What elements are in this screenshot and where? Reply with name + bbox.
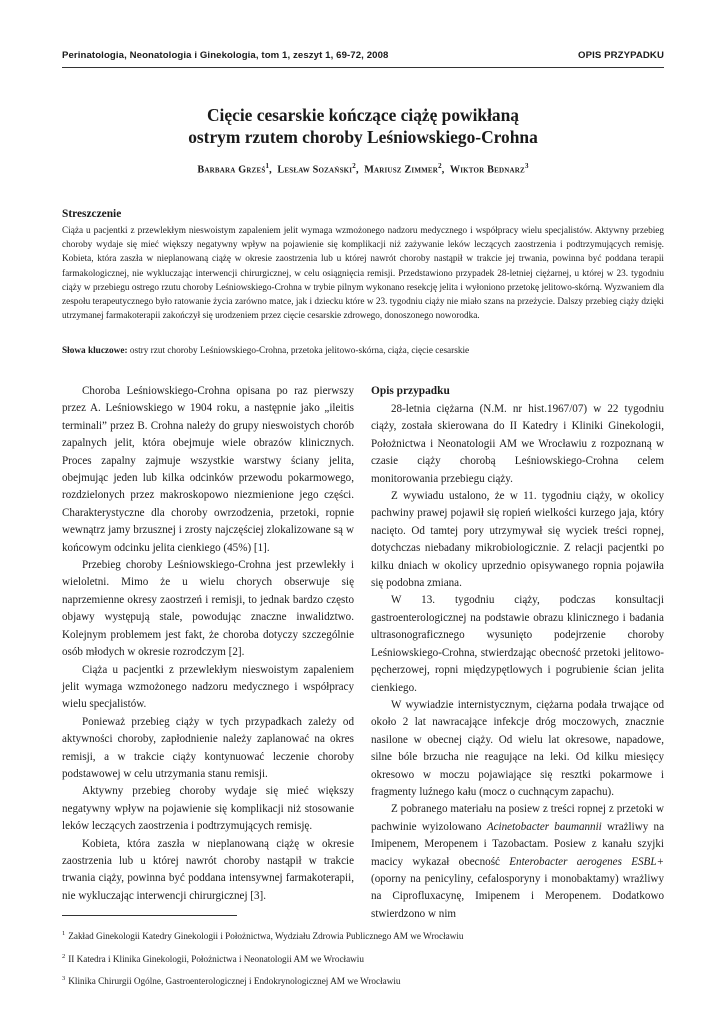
section-label: OPIS PRZYPADKU <box>578 50 664 61</box>
footnote-text: II Katedra i Klinika Ginekologii, Położnictwa i Neonatologii AM we Wrocławiu <box>68 953 364 964</box>
footnote <box>62 924 664 947</box>
text-run: wrażliwy na Imipenem, Meropenem i Tazobactam. Posiew z kanału szyjki macicy wykazał obecność <box>371 820 664 868</box>
footnote-text: Zakład Ginekologii Katedry Ginekologii i Położnictwa, Wydziału Zdrowia Publicznego AM we Wrocławiu <box>68 931 464 942</box>
author-name: Mariusz Zimmer <box>364 164 439 176</box>
body-paragraph: 28-letnia ciężarna (N.M. nr hist.1967/07) w 22 tygodniu ciąży, została skierowana do II Katedry i Kliniki Ginekologii, Położnictwa i Neonatologii AM we Wrocławiu z rozpoznaną w czasie ciąży chorobą Leśniowskiego-Crohna celem monitorowania przebiegu ciąży. <box>371 403 664 485</box>
author-affiliation-mark: 2 <box>352 162 356 170</box>
body-paragraph <box>371 801 664 923</box>
footnote-divider <box>62 915 237 916</box>
title-line-1: Cięcie cesarskie kończące ciążę powikłaną <box>207 105 519 125</box>
footnote-number: 3 <box>62 975 66 983</box>
left-column <box>62 383 354 905</box>
header-divider <box>62 67 664 68</box>
author-name: Wiktor Bednarz <box>449 164 525 176</box>
footnote-number: 1 <box>62 930 66 937</box>
footnote <box>62 947 664 970</box>
bacterium-name: Enterobacter aerogenes ESBL+ <box>509 855 664 868</box>
journal-citation: Perinatologia, Neonatologia i Ginekologia, tom 1, zeszyt 1, 69-72, 2008 <box>62 50 389 61</box>
keywords-label: Słowa kluczowe: <box>62 346 128 356</box>
author-name: Lesław Sozański <box>277 164 353 176</box>
case-report-heading: Opis przypadku <box>371 385 450 397</box>
running-header <box>62 50 664 64</box>
body-paragraph: Ponieważ przebieg ciąży w tych przypadkach zależy od aktywności choroby, zapłodnienie należy zaplanować na okres remisji, a w trakcie ciąży kontynuować leczenie choroby podstawowej w celu utrzymania stanu remisji. <box>62 715 354 780</box>
body-paragraph: Choroba Leśniowskiego-Crohna opisana po raz pierwszy przez A. Leśniowskiego w 1904 roku, a następnie jako „ileitis terminali” przez B. Crohna należy do grupy nieswoistych chorób zapalnych jelit, która obejmuje wiele obrazów klinicznych. Proces zapalny zajmuje wszystkie warstwy ściany jelita, obejmując jeden lub kilka odcinków przewodu pokarmowego, rozdzielonych przez makroskopowo niezmienione jego części. Charakterystyczne dla choroby owrzodzenia, przetoki, ropnie wewnątrz jamy brzusznej i zrosty najczęściej zlokalizowane są w końcowym odcinku jelita cienkiego (45%) [1]. <box>62 385 354 554</box>
author-name: Barbara Grześ <box>197 164 266 176</box>
abstract-heading: Streszczenie <box>62 208 122 220</box>
title-line-2: ostrym rzutem choroby Leśniowskiego-Crohna <box>188 127 538 147</box>
body-paragraph: Kobieta, która zaszła w nieplanowaną ciążę w okresie zaostrzenia lub u której nawrót choroby nastąpił w trakcie trwania ciąży, powinna być poddana intensywnej farmakoterapii, nie wykluczając interwencji chirurgicznej [3]. <box>62 837 354 902</box>
bacterium-name: Acinetobacter baumannii <box>486 820 602 833</box>
body-paragraph: W 13. tygodniu ciąży, podczas konsultacji gastroenterologicznej na podstawie obrazu klinicznego i badania ultrasonograficznego wysunięto podejrzenie choroby Leśniowskiego-Crohna, stwierdzając obecność przetoki jelitowo-pęcherzowej, ropni międzypętlowych i pogrubienie ścian jelita cienkiego. <box>371 594 664 694</box>
author-affiliation-mark: 1 <box>265 162 270 170</box>
abstract-text: Ciąża u pacjentki z przewlekłym nieswoistym zapaleniem jelit wymaga wzmożonego nadzoru medycznego i współpracy wielu specjalistów. Aktywny przebieg choroby wydaje się mieć większy negatywny wpływ na pojawienie się komplikacji niż zażywanie leków leczących zaostrzenia i podtrzymujących remisję. Kobieta, która zaszła w nieplanowaną ciążę w okresie zaostrzenia lub u której nawrót choroby nastąpił w trakcie jej trwania, powinna być poddana terapii farmakologicznej, nie wykluczając interwencji chirurgicznej, w celu osiągnięcia remisji. Przedstawiono przypadek 28-letniej ciężarnej, u której w 23. tygodniu ciąży w przebiegu ostrego rzutu choroby Leśniowskiego-Crohna w trybie pilnym wykonano resekcję jelita i wyłoniono przetokę jelitowo-skórną. Wyzwaniem dla zespołu terapeutycznego było ratowanie życia zarówno matce, jak i dziecku które w 23. tygodniu ciąży nie miało szans na przeżycie. Dalszy przebieg ciąży dzięki utrzymanej farmakoterapii zakończył się urodzeniem przez cięcie cesarskie zdrowego, donoszonego noworodka. <box>62 226 664 322</box>
right-column <box>371 383 664 923</box>
body-paragraph: Z wywiadu ustalono, że w 11. tygodniu ciąży, w okolicy pachwiny prawej pojawił się ropień wielkości kurzego jaja, który nacięto. Od tamtej pory utrzymywał się wyciek treści ropnej, dotychczas niebadany mikrobiologicznie. Z relacji pacjentki po kilku dniach w okolicy uprzednio opisywanego ropnia pojawiła się podobna zmiana. <box>371 490 664 590</box>
author-list: Barbara Grześ$^1$, Lesław Sozański$^2$, Mariusz Zimmer$^2$, Wiktor Bednarz$^3$ <box>197 162 529 176</box>
body-paragraph: Przebieg choroby Leśniowskiego-Crohna jest przewlekły i wieloletni. Mimo że u wielu chorych obserwuje się naprzemienne okresy zaostrzeń i remisji, to jednak bardzo często objawy występują stale, powodując znaczne inwalidztwo. Kolejnym problemem jest fakt, że choroba dotyczy szczególnie osób młodych w okresie rozrodczym [2]. <box>62 559 354 659</box>
author-affiliation-mark: 2 <box>438 162 442 170</box>
text-run: Z pobranego materiału na posiew z treści ropnej z przetoki w pachwinie wyizolowano <box>371 803 664 833</box>
footnote-text: Klinika Chirurgii Ogólne, Gastroenterologicznej i Endokrynologicznej AM we Wrocławiu <box>68 976 401 987</box>
footnote-number: 2 <box>62 952 66 960</box>
body-paragraph: W wywiadzie internistycznym, ciężarna podała trwające od około 2 lat nawracające infekcje dróg moczowych, znacznie nasilone w obecnej ciąży. Od wielu lat okresowe, napadowe, silne bóle brzucha nie reagujące na leki. Od kilku miesięcy okresowo w moczu pojawiające się resztki pokarmowe i fragmenty luźnego kału (mocz o cuchnącym zapachu). <box>371 698 664 798</box>
text-run: (oporny na penicyliny, cefalosporyny i monobaktamy) wrażliwy na Ciprofluxacynę, Imipenem i Meropenem. Dodatkowo stwierdzono w nim <box>371 872 664 920</box>
footnotes <box>62 924 664 992</box>
body-paragraph: Aktywny przebieg choroby wydaje się mieć większy negatywny wpływ na pojawienie się komplikacji niż stosowanie leków leczących zaostrzenia i podtrzymujących remisję. <box>62 785 354 833</box>
body-paragraph: Ciąża u pacjentki z przewlekłym nieswoistym zapaleniem jelit wymaga wzmożonego nadzoru medycznego i współpracy wielu specjalistów. <box>62 663 354 711</box>
footnote <box>62 969 664 992</box>
article-title <box>62 104 664 148</box>
keywords-text: ostry rzut choroby Leśniowskiego-Crohna, przetoka jelitowo-skórna, ciąża, cięcie cesarskie <box>129 346 470 356</box>
author-affiliation-mark: 3 <box>524 162 529 170</box>
keywords <box>62 344 664 358</box>
